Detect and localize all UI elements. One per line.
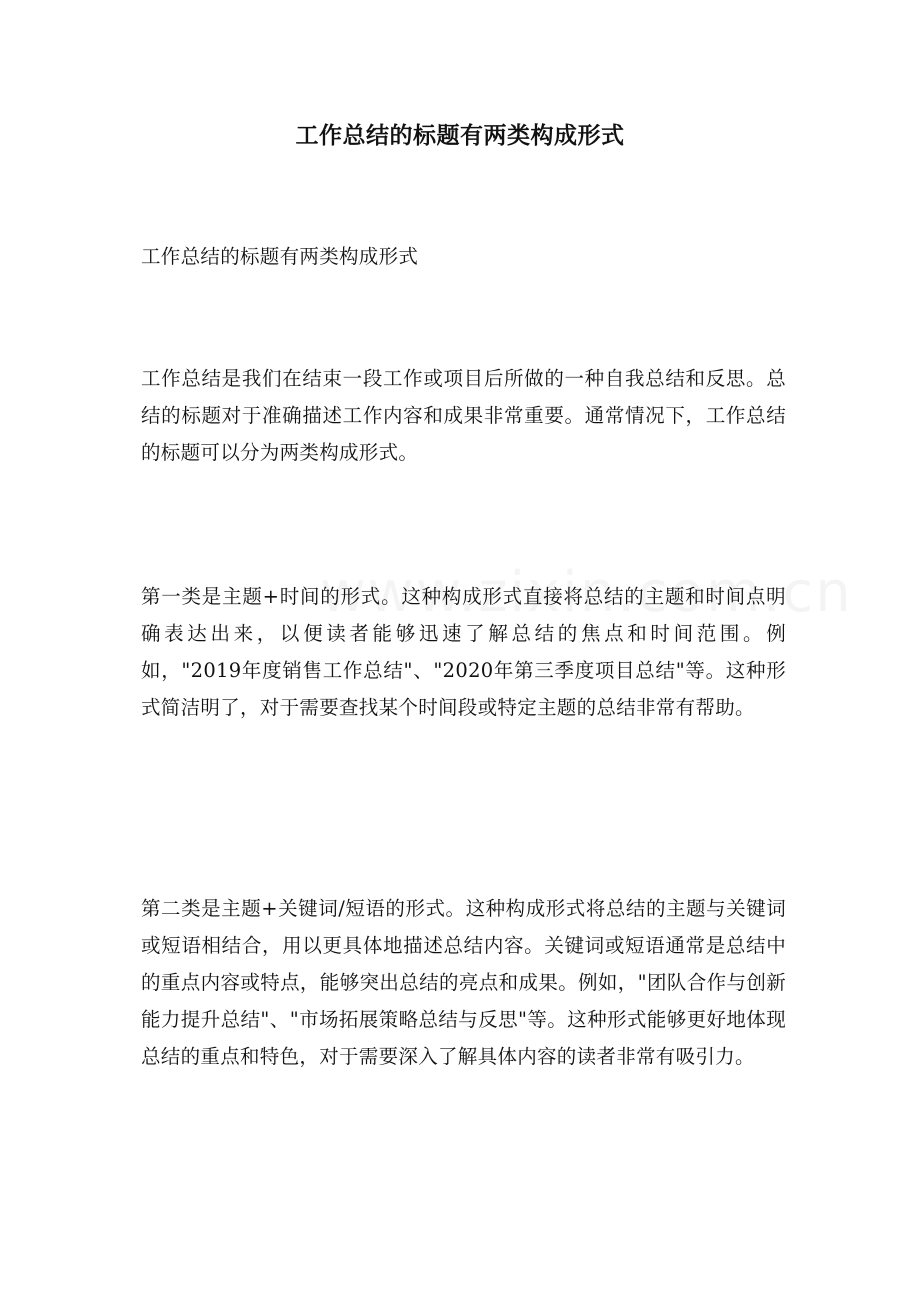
paragraph-subtitle: 工作总结的标题有两类构成形式	[141, 245, 419, 268]
paragraph-intro: 工作总结是我们在结束一段工作或项目后所做的一种自我总结和反思。总结的标题对于准确描述工作内容和成果非常重要。通常情况下，工作总结的标题可以分为两类构成形式。	[141, 367, 786, 464]
document-title: 工作总结的标题有两类构成形式	[295, 122, 625, 149]
paragraph-type-one: 第一类是主题+时间的形式。这种构成形式直接将总结的主题和时间点明确表达出来，以便读者能够迅速了解总结的焦点和时间范围。例如，"2019年度销售工作总结"、"2020年第三季度项目总结"等。这种形式简洁明了，对于需要查找某个时间段或特定主题的总结非常有帮助。	[141, 585, 786, 719]
paragraph-type-two: 第二类是主题+关键词/短语的形式。这种构成形式将总结的主题与关键词或短语相结合，用以更具体地描述总结内容。关键词或短语通常是总结中的重点内容或特点，能够突出总结的亮点和成果。例如，"团队合作与创新能力提升总结"、"市场拓展策略总结与反思"等。这种形式能够更好地体现总结的重点和特色，对于需要深入了解具体内容的读者非常有吸引力。	[141, 897, 786, 1068]
